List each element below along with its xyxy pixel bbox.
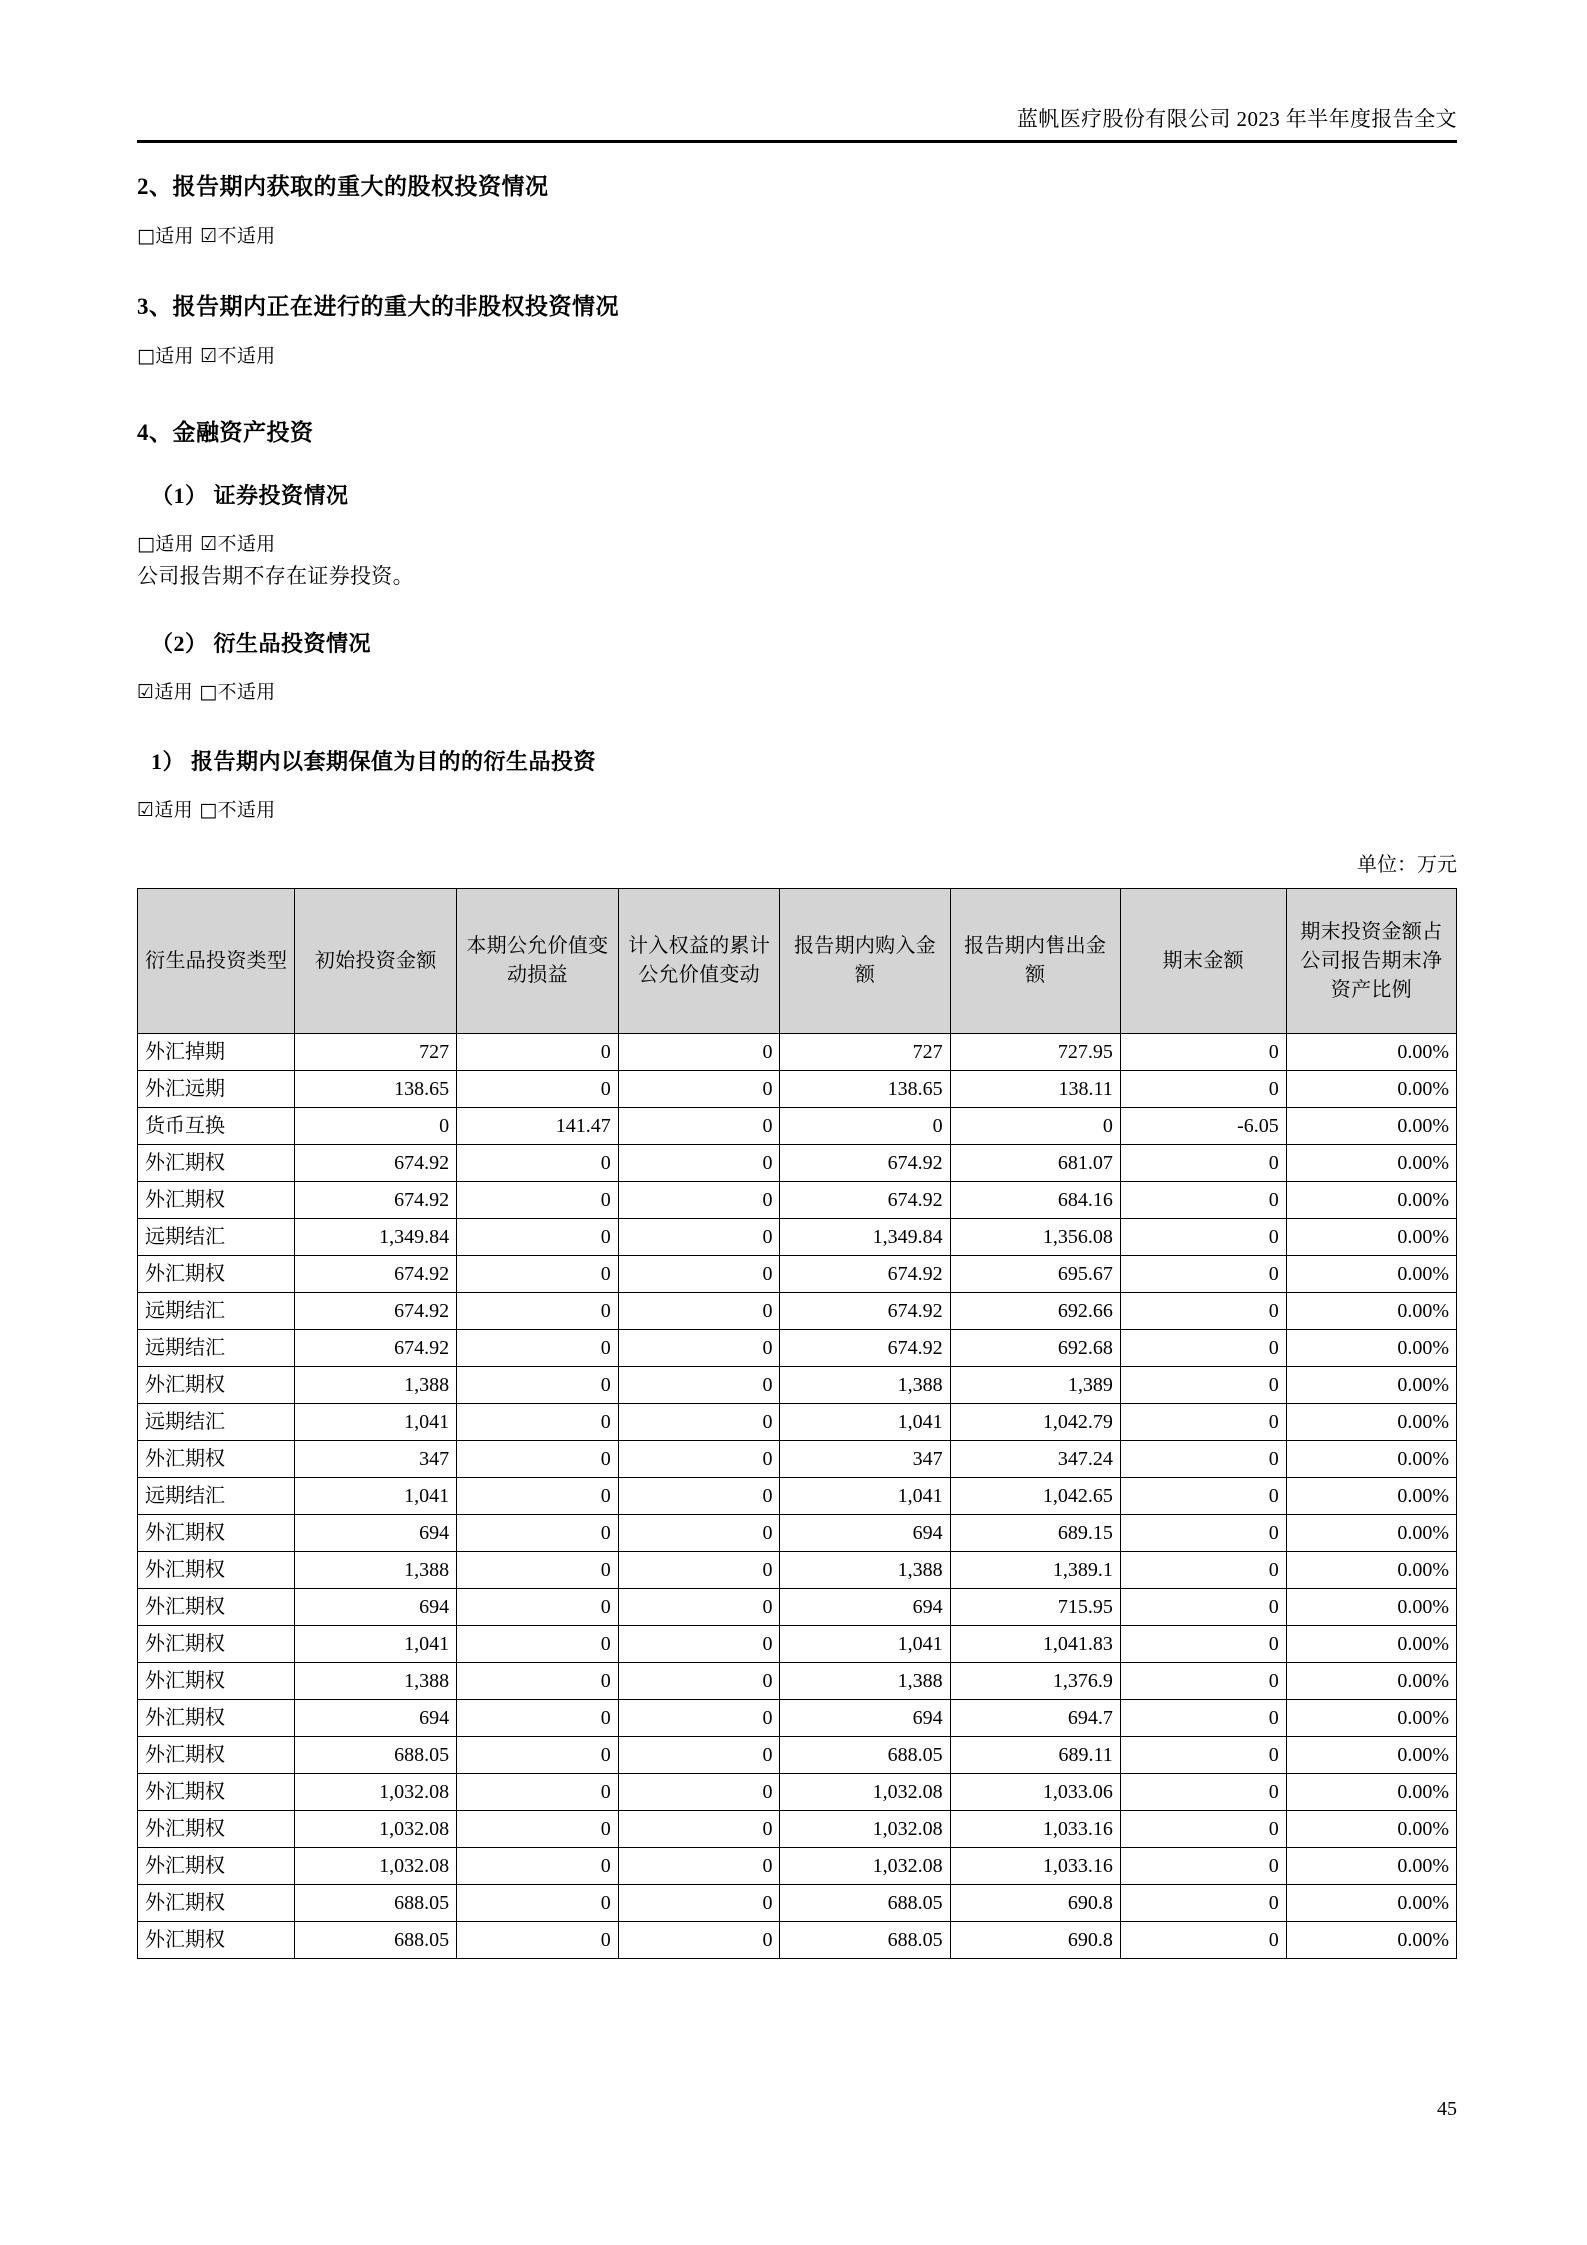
cell-value: 674.92 xyxy=(295,1182,457,1219)
table-row xyxy=(138,1700,1457,1737)
cell-value: 0 xyxy=(618,1108,780,1145)
cell-value: 1,388 xyxy=(780,1367,950,1404)
spacer xyxy=(137,252,1457,290)
cell-value: 0 xyxy=(618,1922,780,1959)
cell-value: 138.65 xyxy=(295,1071,457,1108)
cell-value: 1,388 xyxy=(780,1552,950,1589)
cell-value: 694 xyxy=(780,1589,950,1626)
cell-value: 1,041 xyxy=(780,1404,950,1441)
table-row xyxy=(138,1034,1457,1071)
cell-value: 0.00% xyxy=(1286,1219,1456,1256)
cell-value: 694.7 xyxy=(950,1700,1120,1737)
cell-value: 0.00% xyxy=(1286,1330,1456,1367)
cell-value: 0 xyxy=(618,1737,780,1774)
cell-value: 0 xyxy=(457,1589,619,1626)
table-row xyxy=(138,1071,1457,1108)
cell-value: 0 xyxy=(618,1700,780,1737)
column-header-ending-amount: 期末金额 xyxy=(1120,889,1286,1034)
cell-value: 0 xyxy=(457,1848,619,1885)
cell-value: 684.16 xyxy=(950,1182,1120,1219)
cell-value: 1,033.06 xyxy=(950,1774,1120,1811)
cell-derivative-type: 外汇掉期 xyxy=(138,1034,295,1071)
section-2-applicability: □适用 ☑不适用 xyxy=(137,225,276,247)
cell-value: 0.00% xyxy=(1286,1626,1456,1663)
section-3-applicability: □适用 ☑不适用 xyxy=(137,345,276,367)
cell-value: 0 xyxy=(618,1885,780,1922)
spacer xyxy=(137,324,1457,340)
cell-value: 1,388 xyxy=(780,1663,950,1700)
cell-value: 0 xyxy=(1120,1811,1286,1848)
cell-value: 694 xyxy=(295,1515,457,1552)
cell-value: 715.95 xyxy=(950,1589,1120,1626)
cell-value: 0 xyxy=(457,1663,619,1700)
cell-value: 0 xyxy=(950,1108,1120,1145)
cell-value: 688.05 xyxy=(295,1885,457,1922)
subsection-1-applicability: □适用 ☑不适用 xyxy=(137,533,276,555)
cell-derivative-type: 外汇期权 xyxy=(138,1626,295,1663)
cell-value: 0 xyxy=(1120,1626,1286,1663)
table-row xyxy=(138,1922,1457,1959)
cell-value: 0 xyxy=(457,1922,619,1959)
cell-value: 0.00% xyxy=(1286,1774,1456,1811)
table-row xyxy=(138,1885,1457,1922)
cell-value: 138.11 xyxy=(950,1071,1120,1108)
cell-value: 0 xyxy=(618,1034,780,1071)
table-unit-label: 单位：万元 xyxy=(1357,854,1457,876)
cell-derivative-type: 远期结汇 xyxy=(138,1219,295,1256)
cell-value: 0 xyxy=(457,1515,619,1552)
cell-value: 688.05 xyxy=(780,1737,950,1774)
item-1-applicability: ☑适用 □不适用 xyxy=(137,799,276,821)
cell-value: 674.92 xyxy=(780,1182,950,1219)
table-row xyxy=(138,1441,1457,1478)
cell-value: 1,388 xyxy=(295,1663,457,1700)
column-header-fv-change-pl: 本期公允价值变动损益 xyxy=(457,889,619,1034)
cell-value: 0 xyxy=(618,1811,780,1848)
table-row xyxy=(138,1256,1457,1293)
cell-value: 1,042.65 xyxy=(950,1478,1120,1515)
cell-value: 0 xyxy=(618,1219,780,1256)
cell-value: 0.00% xyxy=(1286,1145,1456,1182)
cell-value: 0.00% xyxy=(1286,1404,1456,1441)
cell-value: 690.8 xyxy=(950,1922,1120,1959)
cell-value: 0 xyxy=(1120,1552,1286,1589)
cell-value: 1,032.08 xyxy=(780,1774,950,1811)
page-header-title: 蓝帆医疗股份有限公司 2023 年半年度报告全文 xyxy=(1016,107,1457,131)
cell-value: 0.00% xyxy=(1286,1034,1456,1071)
spacer xyxy=(137,592,1457,628)
section-4-heading: 4、金融资产投资 xyxy=(137,420,314,445)
cell-value: 0 xyxy=(457,1182,619,1219)
cell-value: 0.00% xyxy=(1286,1441,1456,1478)
cell-derivative-type: 货币互换 xyxy=(138,1108,295,1145)
table-row xyxy=(138,1108,1457,1145)
cell-value: 0 xyxy=(1120,1404,1286,1441)
cell-value: 0 xyxy=(618,1182,780,1219)
cell-value: 0.00% xyxy=(1286,1071,1456,1108)
cell-derivative-type: 外汇期权 xyxy=(138,1663,295,1700)
spacer xyxy=(137,880,1457,888)
cell-value: 0 xyxy=(1120,1293,1286,1330)
cell-derivative-type: 外汇期权 xyxy=(138,1367,295,1404)
cell-value: 0 xyxy=(457,1367,619,1404)
cell-value: 674.92 xyxy=(295,1145,457,1182)
cell-value: 674.92 xyxy=(780,1293,950,1330)
cell-value: 1,032.08 xyxy=(780,1811,950,1848)
cell-value: 0 xyxy=(780,1108,950,1145)
table-row xyxy=(138,1774,1457,1811)
section-3-heading: 3、报告期内正在进行的重大的非股权投资情况 xyxy=(137,294,619,319)
cell-value: 0 xyxy=(618,1663,780,1700)
cell-derivative-type: 外汇期权 xyxy=(138,1922,295,1959)
table-row xyxy=(138,1219,1457,1256)
subsection-1-note: 公司报告期不存在证券投资。 xyxy=(137,564,414,588)
cell-derivative-type: 远期结汇 xyxy=(138,1404,295,1441)
cell-value: 692.68 xyxy=(950,1330,1120,1367)
cell-derivative-type: 远期结汇 xyxy=(138,1293,295,1330)
cell-value: 0 xyxy=(618,1293,780,1330)
cell-value: 0 xyxy=(1120,1182,1286,1219)
cell-value: 688.05 xyxy=(295,1922,457,1959)
table-row xyxy=(138,1182,1457,1219)
table-header-row xyxy=(138,889,1457,1034)
cell-derivative-type: 外汇期权 xyxy=(138,1774,295,1811)
cell-value: 0.00% xyxy=(1286,1108,1456,1145)
page-number: 45 xyxy=(1437,2098,1457,2120)
cell-value: 0 xyxy=(618,1515,780,1552)
cell-value: 0 xyxy=(295,1108,457,1145)
cell-value: 0 xyxy=(457,1441,619,1478)
cell-value: 688.05 xyxy=(780,1885,950,1922)
cell-value: 347.24 xyxy=(950,1441,1120,1478)
cell-value: 0.00% xyxy=(1286,1811,1456,1848)
cell-value: 141.47 xyxy=(457,1108,619,1145)
header-divider-rule xyxy=(137,140,1457,143)
cell-value: 0 xyxy=(1120,1515,1286,1552)
table-row xyxy=(138,1552,1457,1589)
cell-value: 1,032.08 xyxy=(780,1848,950,1885)
cell-value: 0 xyxy=(1120,1219,1286,1256)
cell-value: 1,349.84 xyxy=(780,1219,950,1256)
cell-value: 694 xyxy=(295,1589,457,1626)
cell-value: 0 xyxy=(457,1404,619,1441)
column-header-equity-cum-fv: 计入权益的累计公允价值变动 xyxy=(618,889,780,1034)
cell-value: 0.00% xyxy=(1286,1293,1456,1330)
cell-derivative-type: 外汇期权 xyxy=(138,1515,295,1552)
cell-value: 0 xyxy=(1120,1885,1286,1922)
spacer xyxy=(137,204,1457,220)
cell-value: 674.92 xyxy=(780,1256,950,1293)
cell-derivative-type: 远期结汇 xyxy=(138,1478,295,1515)
cell-value: 0 xyxy=(1120,1367,1286,1404)
cell-value: 1,041 xyxy=(295,1478,457,1515)
derivative-investment-table xyxy=(137,888,1457,1959)
spacer xyxy=(137,512,1457,528)
cell-value: 0.00% xyxy=(1286,1552,1456,1589)
spacer xyxy=(137,660,1457,676)
cell-value: 0.00% xyxy=(1286,1885,1456,1922)
cell-value: 0 xyxy=(618,1145,780,1182)
cell-value: 0 xyxy=(457,1552,619,1589)
cell-value: 0 xyxy=(457,1774,619,1811)
cell-value: 0 xyxy=(618,1071,780,1108)
cell-derivative-type: 外汇期权 xyxy=(138,1256,295,1293)
table-row xyxy=(138,1367,1457,1404)
cell-value: 1,376.9 xyxy=(950,1663,1120,1700)
cell-derivative-type: 外汇期权 xyxy=(138,1848,295,1885)
spacer xyxy=(137,778,1457,794)
cell-value: 1,041 xyxy=(780,1478,950,1515)
cell-value: 0 xyxy=(457,1293,619,1330)
cell-value: 138.65 xyxy=(780,1071,950,1108)
cell-derivative-type: 外汇期权 xyxy=(138,1145,295,1182)
cell-derivative-type: 外汇期权 xyxy=(138,1811,295,1848)
cell-value: 0 xyxy=(618,1774,780,1811)
cell-derivative-type: 外汇期权 xyxy=(138,1700,295,1737)
cell-value: 1,349.84 xyxy=(295,1219,457,1256)
cell-value: 0 xyxy=(1120,1774,1286,1811)
column-header-initial-amount: 初始投资金额 xyxy=(295,889,457,1034)
table-row xyxy=(138,1626,1457,1663)
item-1-heading: 1） 报告期内以套期保值为目的的衍生品投资 xyxy=(151,749,597,774)
cell-derivative-type: 外汇远期 xyxy=(138,1071,295,1108)
cell-value: 681.07 xyxy=(950,1145,1120,1182)
cell-value: 674.92 xyxy=(295,1256,457,1293)
column-header-purchase-amount: 报告期内购入金额 xyxy=(780,889,950,1034)
cell-value: 0 xyxy=(457,1885,619,1922)
section-2-heading: 2、报告期内获取的重大的股权投资情况 xyxy=(137,174,549,199)
cell-value: 0.00% xyxy=(1286,1737,1456,1774)
cell-value: 1,033.16 xyxy=(950,1811,1120,1848)
cell-value: 694 xyxy=(780,1700,950,1737)
cell-value: 0 xyxy=(618,1552,780,1589)
cell-value: 0 xyxy=(457,1330,619,1367)
cell-value: 1,356.08 xyxy=(950,1219,1120,1256)
table-row xyxy=(138,1663,1457,1700)
column-header-net-asset-ratio: 期末投资金额占公司报告期末净资产比例 xyxy=(1286,889,1456,1034)
cell-value: 0 xyxy=(618,1848,780,1885)
subsection-2-heading: （2） 衍生品投资情况 xyxy=(151,631,372,656)
table-row xyxy=(138,1404,1457,1441)
cell-value: 688.05 xyxy=(780,1922,950,1959)
cell-value: 0.00% xyxy=(1286,1663,1456,1700)
cell-value: 1,032.08 xyxy=(295,1811,457,1848)
cell-value: 0.00% xyxy=(1286,1478,1456,1515)
cell-derivative-type: 外汇期权 xyxy=(138,1885,295,1922)
cell-value: 1,033.16 xyxy=(950,1848,1120,1885)
cell-value: 0 xyxy=(457,1811,619,1848)
cell-value: 0 xyxy=(618,1256,780,1293)
cell-value: 727 xyxy=(295,1034,457,1071)
cell-value: 1,389.1 xyxy=(950,1552,1120,1589)
table-row xyxy=(138,1515,1457,1552)
cell-value: 0 xyxy=(1120,1330,1286,1367)
cell-value: 0.00% xyxy=(1286,1922,1456,1959)
cell-derivative-type: 外汇期权 xyxy=(138,1737,295,1774)
cell-value: 694 xyxy=(295,1700,457,1737)
column-header-sale-amount: 报告期内售出金额 xyxy=(950,889,1120,1034)
cell-value: 1,032.08 xyxy=(295,1848,457,1885)
cell-value: 0 xyxy=(457,1700,619,1737)
cell-value: -6.05 xyxy=(1120,1108,1286,1145)
cell-value: 1,388 xyxy=(295,1367,457,1404)
cell-derivative-type: 外汇期权 xyxy=(138,1441,295,1478)
cell-value: 0.00% xyxy=(1286,1515,1456,1552)
cell-value: 0 xyxy=(1120,1441,1286,1478)
cell-derivative-type: 外汇期权 xyxy=(138,1589,295,1626)
cell-value: 0.00% xyxy=(1286,1182,1456,1219)
cell-value: 0 xyxy=(618,1330,780,1367)
cell-value: 0 xyxy=(457,1145,619,1182)
cell-value: 1,041 xyxy=(295,1404,457,1441)
cell-value: 0 xyxy=(457,1256,619,1293)
cell-value: 1,041 xyxy=(295,1626,457,1663)
cell-value: 0 xyxy=(1120,1848,1286,1885)
spacer xyxy=(137,708,1457,746)
cell-value: 1,041 xyxy=(780,1626,950,1663)
spacer xyxy=(137,826,1457,850)
cell-value: 347 xyxy=(295,1441,457,1478)
cell-value: 674.92 xyxy=(780,1330,950,1367)
cell-value: 0 xyxy=(1120,1589,1286,1626)
cell-value: 0 xyxy=(618,1589,780,1626)
cell-derivative-type: 远期结汇 xyxy=(138,1330,295,1367)
cell-value: 694 xyxy=(780,1515,950,1552)
cell-value: 0 xyxy=(618,1626,780,1663)
cell-value: 0 xyxy=(457,1071,619,1108)
table-row xyxy=(138,1145,1457,1182)
cell-value: 689.15 xyxy=(950,1515,1120,1552)
table-row xyxy=(138,1589,1457,1626)
cell-value: 0 xyxy=(618,1441,780,1478)
cell-value: 0 xyxy=(457,1478,619,1515)
table-row xyxy=(138,1478,1457,1515)
cell-derivative-type: 外汇期权 xyxy=(138,1182,295,1219)
table-row xyxy=(138,1811,1457,1848)
cell-value: 0 xyxy=(1120,1663,1286,1700)
cell-value: 0.00% xyxy=(1286,1367,1456,1404)
table-row xyxy=(138,1330,1457,1367)
cell-value: 692.66 xyxy=(950,1293,1120,1330)
cell-value: 0 xyxy=(618,1367,780,1404)
cell-value: 0.00% xyxy=(1286,1256,1456,1293)
cell-value: 695.67 xyxy=(950,1256,1120,1293)
cell-value: 0 xyxy=(1120,1478,1286,1515)
cell-value: 0 xyxy=(457,1737,619,1774)
subsection-1-heading: （1） 证券投资情况 xyxy=(151,483,349,508)
cell-value: 0 xyxy=(1120,1034,1286,1071)
cell-value: 0.00% xyxy=(1286,1589,1456,1626)
cell-value: 0 xyxy=(457,1034,619,1071)
cell-value: 0 xyxy=(618,1404,780,1441)
cell-value: 0.00% xyxy=(1286,1700,1456,1737)
subsection-2-applicability: ☑适用 □不适用 xyxy=(137,681,276,703)
cell-value: 674.92 xyxy=(295,1293,457,1330)
cell-value: 0 xyxy=(618,1478,780,1515)
cell-value: 727.95 xyxy=(950,1034,1120,1071)
cell-value: 674.92 xyxy=(780,1145,950,1182)
cell-value: 0 xyxy=(1120,1145,1286,1182)
cell-value: 0 xyxy=(1120,1071,1286,1108)
cell-value: 0 xyxy=(1120,1256,1286,1293)
cell-value: 0 xyxy=(1120,1737,1286,1774)
cell-value: 0 xyxy=(1120,1700,1286,1737)
cell-value: 1,389 xyxy=(950,1367,1120,1404)
cell-value: 1,032.08 xyxy=(295,1774,457,1811)
cell-value: 674.92 xyxy=(295,1330,457,1367)
cell-value: 0 xyxy=(457,1219,619,1256)
cell-value: 347 xyxy=(780,1441,950,1478)
cell-derivative-type: 外汇期权 xyxy=(138,1552,295,1589)
cell-value: 689.11 xyxy=(950,1737,1120,1774)
cell-value: 690.8 xyxy=(950,1885,1120,1922)
table-row xyxy=(138,1848,1457,1885)
cell-value: 0.00% xyxy=(1286,1848,1456,1885)
table-row xyxy=(138,1737,1457,1774)
cell-value: 688.05 xyxy=(295,1737,457,1774)
column-header-type: 衍生品投资类型 xyxy=(138,889,295,1034)
table-body xyxy=(138,1034,1457,1959)
cell-value: 1,042.79 xyxy=(950,1404,1120,1441)
spacer xyxy=(137,450,1457,480)
cell-value: 0 xyxy=(1120,1922,1286,1959)
cell-value: 727 xyxy=(780,1034,950,1071)
spacer xyxy=(137,372,1457,416)
cell-value: 1,388 xyxy=(295,1552,457,1589)
cell-value: 0 xyxy=(457,1626,619,1663)
cell-value: 1,041.83 xyxy=(950,1626,1120,1663)
table-row xyxy=(138,1293,1457,1330)
